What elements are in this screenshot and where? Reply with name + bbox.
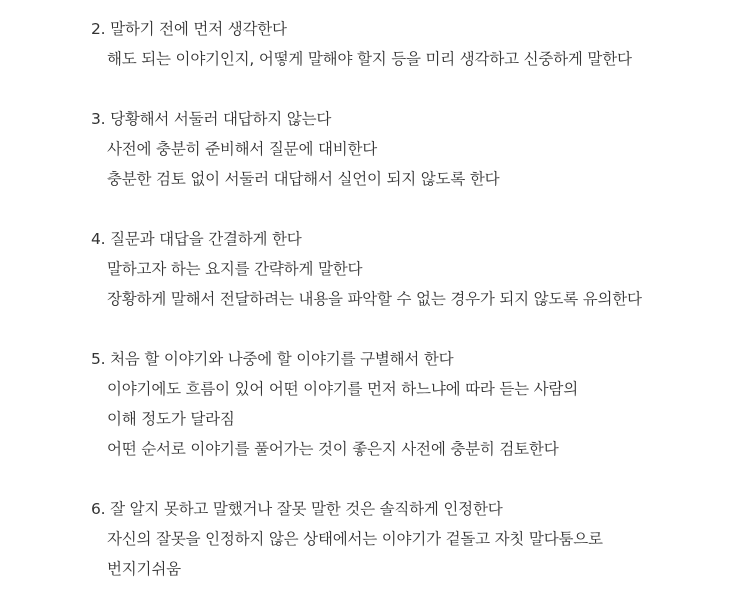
section-spacer	[91, 464, 711, 494]
section-5	[91, 344, 711, 464]
section-heading: 4. 질문과 대답을 간결하게 한다	[91, 230, 302, 248]
section-6	[91, 494, 711, 584]
section-spacer	[91, 74, 711, 104]
section-3	[91, 104, 711, 194]
section-spacer	[91, 314, 711, 344]
section-line: 해도 되는 이야기인지, 어떻게 말해야 할지 등을 미리 생각하고 신중하게 말한다	[107, 50, 632, 68]
section-line: 자신의 잘못을 인정하지 않은 상태에서는 이야기가 겉돌고 자칫 말다툼으로	[107, 530, 603, 548]
document-body	[91, 14, 711, 584]
section-heading: 3. 당황해서 서둘러 대답하지 않는다	[91, 110, 332, 128]
section-spacer	[91, 194, 711, 224]
section-line: 이해 정도가 달라짐	[107, 410, 235, 428]
section-line: 장황하게 말해서 전달하려는 내용을 파악할 수 없는 경우가 되지 않도록 유의한다	[107, 290, 642, 308]
section-line: 사전에 충분히 준비해서 질문에 대비한다	[107, 140, 378, 158]
section-heading: 5. 처음 할 이야기와 나중에 할 이야기를 구별해서 한다	[91, 350, 454, 368]
section-4	[91, 224, 711, 314]
section-2	[91, 14, 711, 74]
section-heading: 2. 말하기 전에 먼저 생각한다	[91, 20, 287, 38]
section-line: 충분한 검토 없이 서둘러 대답해서 실언이 되지 않도록 한다	[107, 170, 500, 188]
section-heading: 6. 잘 알지 못하고 말했거나 잘못 말한 것은 솔직하게 인정한다	[91, 500, 503, 518]
section-line: 이야기에도 흐름이 있어 어떤 이야기를 먼저 하느냐에 따라 듣는 사람의	[107, 380, 578, 398]
section-line: 번지기쉬움	[107, 560, 181, 578]
section-line: 어떤 순서로 이야기를 풀어가는 것이 좋은지 사전에 충분히 검토한다	[107, 440, 559, 458]
section-line: 말하고자 하는 요지를 간략하게 말한다	[107, 260, 363, 278]
